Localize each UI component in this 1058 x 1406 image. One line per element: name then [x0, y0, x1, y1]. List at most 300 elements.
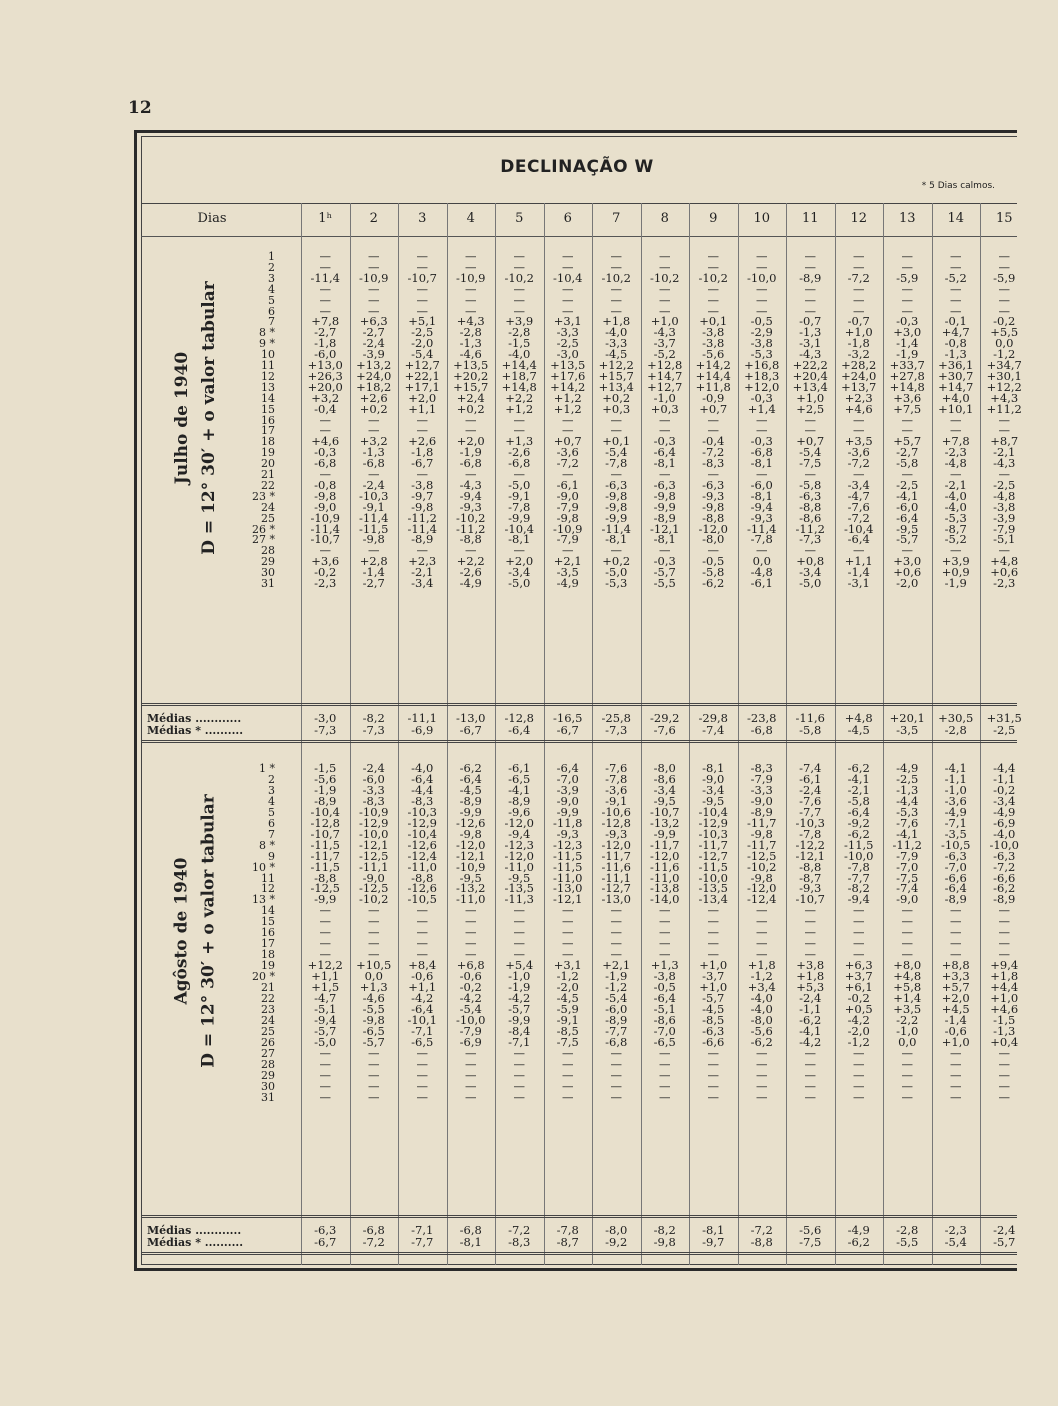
august-cell: -14,0 [650, 892, 680, 907]
july-cell: +11,8 [695, 379, 731, 394]
august-day-number: 12 [261, 882, 275, 896]
august-cell: -7,4 [799, 761, 822, 775]
august-cell: — [513, 903, 525, 918]
july-cell: — [901, 303, 913, 318]
august-day-number: 6 [268, 816, 275, 830]
august-cell: +1,8 [796, 969, 825, 984]
july-cell: +13,4 [598, 379, 634, 394]
july-cell: -4,8 [750, 565, 773, 580]
august-cell: -6,2 [459, 761, 482, 775]
july-cell: -6,3 [799, 488, 822, 503]
august-cell: -6,9 [459, 1034, 482, 1049]
august-medias-star-value: -8,3 [508, 1235, 531, 1249]
august-cell: -1,9 [508, 980, 531, 994]
july-cell: -9,1 [508, 488, 531, 503]
august-cell: +1,5 [311, 980, 340, 994]
august-medias-divider [141, 1215, 1017, 1218]
august-cell: -9,8 [362, 1012, 385, 1027]
august-day-number: 17 [261, 937, 275, 951]
august-cell: — [901, 936, 913, 951]
august-cell: -6,4 [556, 761, 579, 775]
august-cell: — [562, 1067, 574, 1082]
august-cell: -9,4 [314, 1012, 337, 1027]
august-cell: -13,2 [456, 881, 486, 896]
august-day-number: 8 * [259, 838, 275, 852]
july-cell: -10,7 [407, 270, 437, 285]
july-cell: +0,6 [990, 565, 1019, 580]
july-cell: +2,1 [553, 554, 582, 569]
august-cell: -6,4 [653, 990, 676, 1005]
august-cell: -0,5 [653, 980, 676, 994]
july-cell: -6,8 [459, 456, 482, 471]
august-medias-star-label: Médias * .......... [147, 1236, 244, 1249]
july-cell: — [513, 467, 525, 481]
august-cell: -1,9 [605, 969, 628, 984]
august-cell: — [465, 947, 477, 962]
july-cell: — [853, 259, 865, 274]
august-cell: -12,1 [456, 848, 486, 863]
july-cell: — [513, 259, 525, 274]
july-cell: -9,5 [896, 521, 919, 536]
july-medias-value: -25,8 [601, 711, 631, 725]
july-cell: -6,4 [896, 510, 919, 525]
august-cell: -4,5 [702, 1001, 725, 1016]
july-cell: -2,7 [362, 325, 385, 340]
august-cell: -1,0 [508, 969, 531, 984]
august-cell: — [804, 914, 816, 929]
july-cell: — [901, 249, 913, 263]
august-medias-star-value: -9,2 [605, 1235, 628, 1249]
august-formula-label: D = 12° 30′ + o valor tabular [199, 793, 219, 1068]
august-cell: -4,2 [459, 990, 482, 1005]
july-cell: -2,6 [508, 445, 531, 460]
july-cell: -0,2 [314, 565, 337, 580]
july-cell: +4,6 [311, 434, 340, 449]
july-cell: -3,3 [556, 325, 579, 340]
august-cell: — [998, 936, 1010, 951]
july-cell: -7,2 [556, 456, 579, 471]
august-cell: -6,2 [847, 826, 870, 841]
july-cell: — [853, 292, 865, 307]
july-cell: +7,5 [893, 401, 922, 416]
august-cell: -12,4 [747, 892, 777, 907]
august-cell: -4,0 [993, 826, 1016, 841]
august-cell: -9,3 [556, 826, 579, 841]
august-cell: -9,2 [847, 815, 870, 830]
august-day-number: 24 [261, 1013, 275, 1027]
august-cell: -0,2 [847, 990, 870, 1005]
august-cell: -9,9 [508, 1012, 531, 1027]
july-medias-star-value: -4,5 [847, 723, 870, 737]
august-cell: — [998, 1078, 1010, 1093]
july-cell: — [416, 259, 428, 274]
july-cell: -6,4 [847, 532, 870, 547]
august-cell: -8,9 [993, 892, 1016, 907]
august-cell: -5,4 [459, 1001, 482, 1016]
july-cell: +14,4 [695, 368, 731, 383]
july-cell: +22,1 [404, 368, 440, 383]
august-cell: — [901, 947, 913, 962]
july-cell: — [756, 467, 768, 481]
july-cell: +3,2 [311, 390, 340, 405]
august-cell: +5,8 [893, 980, 922, 994]
august-cell: -12,6 [407, 837, 437, 852]
july-cell: -9,8 [556, 510, 579, 525]
august-cell: — [368, 1045, 380, 1060]
july-cell: -1,4 [896, 336, 919, 351]
july-cell: +1,3 [505, 434, 534, 449]
july-cell: -6,8 [750, 445, 773, 460]
july-cell: +36,1 [938, 358, 974, 372]
july-cell: -5,1 [993, 532, 1016, 547]
august-day-number: 5 [268, 805, 275, 819]
july-cell: — [319, 281, 331, 296]
july-cell: -7,2 [702, 445, 725, 460]
july-cell: -10,4 [844, 521, 874, 536]
august-cell: — [950, 1056, 962, 1071]
august-cell: -1,2 [750, 969, 773, 984]
july-cell: -1,0 [653, 390, 676, 405]
july-cell: +0,1 [699, 314, 728, 329]
august-cell: -11,0 [553, 870, 583, 885]
july-cell: -4,3 [993, 456, 1016, 471]
august-cell: — [853, 947, 865, 962]
july-day-number: 3 [268, 271, 275, 285]
july-cell: -6,4 [653, 445, 676, 460]
july-medias-value: -29,8 [698, 711, 728, 725]
july-cell: +33,7 [889, 358, 925, 372]
july-cell: -3,9 [362, 347, 385, 362]
august-cell: — [610, 947, 622, 962]
july-day-number: 14 [261, 391, 275, 405]
july-cell: -4,3 [459, 477, 482, 492]
july-cell: +3,2 [359, 434, 388, 449]
august-cell: -2,1 [847, 782, 870, 797]
august-cell: — [950, 1067, 962, 1082]
hour-header: 12 [850, 211, 868, 226]
august-cell: -7,6 [799, 793, 822, 808]
august-cell: — [416, 1067, 428, 1082]
august-cell: — [998, 1045, 1010, 1060]
august-cell: -6,6 [702, 1034, 725, 1049]
july-day-number: 19 [261, 446, 275, 460]
july-day-number: 12 [261, 369, 275, 383]
july-cell: — [998, 412, 1010, 427]
july-medias-star-value: -3,5 [896, 723, 919, 737]
august-cell: -4,1 [944, 761, 967, 775]
august-cell: -11,8 [553, 815, 583, 830]
august-cell: -11,7 [601, 848, 631, 863]
july-medias-star-value: -7,6 [653, 723, 676, 737]
august-cell: +1,3 [650, 958, 679, 973]
august-cell: -12,9 [407, 815, 437, 830]
hour-header: 1ʰ [318, 211, 333, 226]
august-cell: -7,4 [896, 881, 919, 896]
august-cell: -7,7 [847, 870, 870, 885]
august-cell: -4,4 [896, 793, 919, 808]
august-medias-label: Médias ............ [147, 1224, 242, 1237]
august-cell: -8,4 [508, 1023, 531, 1038]
july-cell: -4,8 [993, 488, 1016, 503]
july-cell: -6,1 [556, 477, 579, 492]
july-cell: — [707, 543, 719, 558]
july-day-number: 7 [268, 315, 275, 329]
july-cell: -10,2 [698, 270, 728, 285]
july-cell: +6,3 [359, 314, 388, 329]
july-day-number: 23 * [252, 489, 275, 503]
august-cell: — [950, 903, 962, 918]
august-cell: -6,3 [944, 848, 967, 863]
july-cell: -8,9 [411, 532, 434, 547]
july-cell: -3,8 [411, 477, 434, 492]
july-cell: -5,0 [508, 576, 531, 590]
july-medias-label: Médias ............ [147, 712, 242, 725]
july-cell: -1,5 [508, 336, 531, 351]
august-cell: -0,6 [944, 1023, 967, 1038]
july-medias-value: -11,1 [407, 711, 437, 725]
august-cell: -3,7 [702, 969, 725, 984]
august-cell: -11,1 [359, 859, 389, 874]
august-cell: — [950, 936, 962, 951]
july-cell: +1,4 [747, 401, 776, 416]
august-cell: -4,2 [508, 990, 531, 1005]
august-medias-value: -2,8 [896, 1223, 919, 1237]
august-cell: -3,9 [556, 782, 579, 797]
august-cell: -6,4 [411, 1001, 434, 1016]
august-cell: -10,0 [698, 870, 728, 885]
august-cell: -8,8 [314, 870, 337, 885]
july-cell: -1,4 [847, 565, 870, 580]
august-cell: — [562, 936, 574, 951]
august-cell: -1,5 [314, 761, 337, 775]
july-cell: -5,0 [508, 477, 531, 492]
july-cell: — [513, 543, 525, 558]
july-cell: -4,5 [605, 347, 628, 362]
july-cell: — [950, 423, 962, 438]
august-cell: — [659, 903, 671, 918]
august-cell: -7,9 [896, 848, 919, 863]
july-cell: -6,0 [314, 347, 337, 362]
august-cell: — [998, 1056, 1010, 1071]
august-cell: -6,8 [605, 1034, 628, 1049]
july-cell: -9,0 [556, 488, 579, 503]
hour-header: 6 [563, 211, 572, 226]
july-cell: -9,9 [653, 499, 676, 514]
august-cell: -1,1 [944, 771, 967, 786]
august-cell: -4,5 [556, 990, 579, 1005]
august-cell: -8,9 [508, 793, 531, 808]
august-cell: -3,6 [944, 793, 967, 808]
hour-header: 5 [515, 211, 524, 226]
july-cell: +30,7 [938, 368, 974, 383]
august-cell: — [368, 1067, 380, 1082]
july-cell: -0,3 [653, 554, 676, 569]
july-cell: -6,3 [653, 477, 676, 492]
july-cell: -9,9 [605, 510, 628, 525]
august-cell: +6,8 [456, 958, 485, 973]
august-cell: -6,4 [411, 771, 434, 786]
august-cell: -7,5 [896, 870, 919, 885]
july-cell: -3,4 [799, 565, 822, 580]
july-cell: -7,8 [508, 499, 531, 514]
august-cell: +2,0 [941, 990, 970, 1005]
august-cell: +1,1 [408, 980, 437, 994]
july-cell: — [319, 292, 331, 307]
july-cell: -2,0 [411, 336, 434, 351]
july-cell: +24,0 [356, 368, 392, 383]
august-cell: — [901, 903, 913, 918]
july-cell: -8,1 [508, 532, 531, 547]
july-medias-star-label: Médias * .......... [147, 724, 244, 737]
july-cell: -1,8 [411, 445, 434, 460]
july-cell: — [416, 249, 428, 263]
july-cell: -9,9 [508, 510, 531, 525]
july-cell: -4,7 [847, 488, 870, 503]
july-cell: -3,6 [847, 445, 870, 460]
july-cell: — [901, 412, 913, 427]
july-cell: — [368, 249, 380, 263]
august-cell: -7,8 [605, 771, 628, 786]
august-cell: -7,1 [411, 1023, 434, 1038]
august-cell: -8,8 [799, 859, 822, 874]
august-cell: -7,6 [896, 815, 919, 830]
august-cell: — [853, 1067, 865, 1082]
august-cell: +1,1 [311, 969, 340, 984]
august-cell: — [756, 1089, 768, 1104]
july-cell: — [416, 303, 428, 318]
august-cell: -12,9 [359, 815, 389, 830]
august-cell: -8,9 [750, 804, 773, 819]
july-cell: +0,3 [602, 401, 631, 416]
august-cell: — [562, 914, 574, 929]
august-cell: — [804, 1078, 816, 1093]
august-cell: — [610, 1067, 622, 1082]
august-cell: — [465, 1067, 477, 1082]
august-medias-star-value: -8,8 [750, 1235, 773, 1249]
july-cell: +2,2 [505, 390, 534, 405]
july-cell: -7,5 [799, 456, 822, 471]
august-cell: -4,2 [847, 1012, 870, 1027]
july-cell: -3,5 [556, 565, 579, 580]
august-cell: — [319, 947, 331, 962]
july-cell: -0,5 [750, 314, 773, 329]
august-cell: — [513, 947, 525, 962]
august-cell: — [853, 914, 865, 929]
july-cell: +1,0 [796, 390, 825, 405]
july-cell: — [368, 423, 380, 438]
august-cell: -10,0 [844, 848, 874, 863]
july-cell: -5,4 [411, 347, 434, 362]
august-day-number: 31 [261, 1090, 275, 1104]
july-cell: -11,2 [795, 521, 825, 536]
july-formula-label: D = 12° 30′ + o valor tabular [199, 281, 220, 555]
august-cell: — [998, 903, 1010, 918]
july-cell: -7,2 [847, 270, 870, 285]
august-cell: -4,7 [314, 990, 337, 1005]
august-month-label: Agôsto de 1940 [172, 857, 192, 1005]
july-cell: +4,0 [941, 390, 970, 405]
july-cell: — [319, 423, 331, 438]
july-cell: -9,8 [605, 488, 628, 503]
august-cell: +6,3 [844, 958, 873, 973]
august-cell: -11,5 [553, 848, 583, 863]
july-cell: -9,1 [362, 499, 385, 514]
july-medias-star-value: -2,5 [993, 723, 1016, 737]
august-cell: -11,3 [504, 892, 534, 907]
july-cell: +11,2 [986, 401, 1022, 416]
july-cell: -4,0 [944, 488, 967, 503]
july-cell: -2,4 [362, 336, 385, 351]
july-cell: +14,7 [938, 379, 974, 394]
august-day-number: 1 * [259, 762, 275, 775]
july-cell: -8,8 [459, 532, 482, 547]
august-cell: -10,7 [650, 804, 680, 819]
august-cell: -12,4 [407, 848, 437, 863]
august-cell: -7,0 [556, 771, 579, 786]
august-day-number: 19 [261, 959, 275, 973]
july-medias-value: +4,8 [844, 711, 873, 725]
august-cell: — [465, 1078, 477, 1093]
july-cell: — [804, 292, 816, 307]
august-medias-value: -6,8 [362, 1223, 385, 1237]
august-cell: -9,9 [314, 892, 337, 907]
july-cell: — [465, 412, 477, 427]
august-cell: -12,9 [698, 815, 728, 830]
august-cell: -13,0 [553, 881, 583, 896]
august-medias-star-value: -6,7 [314, 1235, 337, 1249]
july-cell: -3,8 [702, 336, 725, 351]
august-cell: -11,5 [553, 859, 583, 874]
august-cell: -5,7 [362, 1034, 385, 1049]
august-cell: -10,2 [747, 859, 777, 874]
july-cell: -9,8 [702, 499, 725, 514]
july-cell: +3,6 [893, 390, 922, 405]
august-cell: -8,0 [653, 761, 676, 775]
july-cell: +4,3 [456, 314, 485, 329]
august-cell: -8,9 [459, 793, 482, 808]
august-cell: — [562, 925, 574, 940]
july-cell: — [416, 412, 428, 427]
july-cell: — [610, 467, 622, 481]
august-cell: — [707, 925, 719, 940]
july-cell: -5,8 [799, 477, 822, 492]
august-cell: -5,9 [556, 1001, 579, 1016]
august-cell: — [513, 1045, 525, 1060]
august-cell: -7,1 [508, 1034, 531, 1049]
august-cell: — [707, 947, 719, 962]
august-cell: -7,0 [896, 859, 919, 874]
august-cell: — [368, 1056, 380, 1071]
august-cell: -13,5 [504, 881, 534, 896]
july-cell: -5,4 [605, 445, 628, 460]
august-cell: -9,0 [896, 892, 919, 907]
page-number: 12 [128, 98, 152, 118]
august-cell: — [319, 903, 331, 918]
august-cell: — [707, 1078, 719, 1093]
july-cell: +5,5 [990, 325, 1019, 340]
august-cell: -4,1 [896, 826, 919, 841]
july-medias-value: -11,6 [795, 711, 825, 725]
august-cell: -6,2 [993, 881, 1016, 896]
july-cell: — [465, 281, 477, 296]
july-cell: — [901, 281, 913, 296]
july-cell: -10,4 [504, 521, 534, 536]
august-cell: — [562, 1089, 574, 1104]
august-medias-value: -6,3 [314, 1223, 337, 1237]
august-cell: -5,7 [314, 1023, 337, 1038]
july-medias-value: -12,8 [504, 711, 534, 725]
august-cell: — [416, 936, 428, 951]
